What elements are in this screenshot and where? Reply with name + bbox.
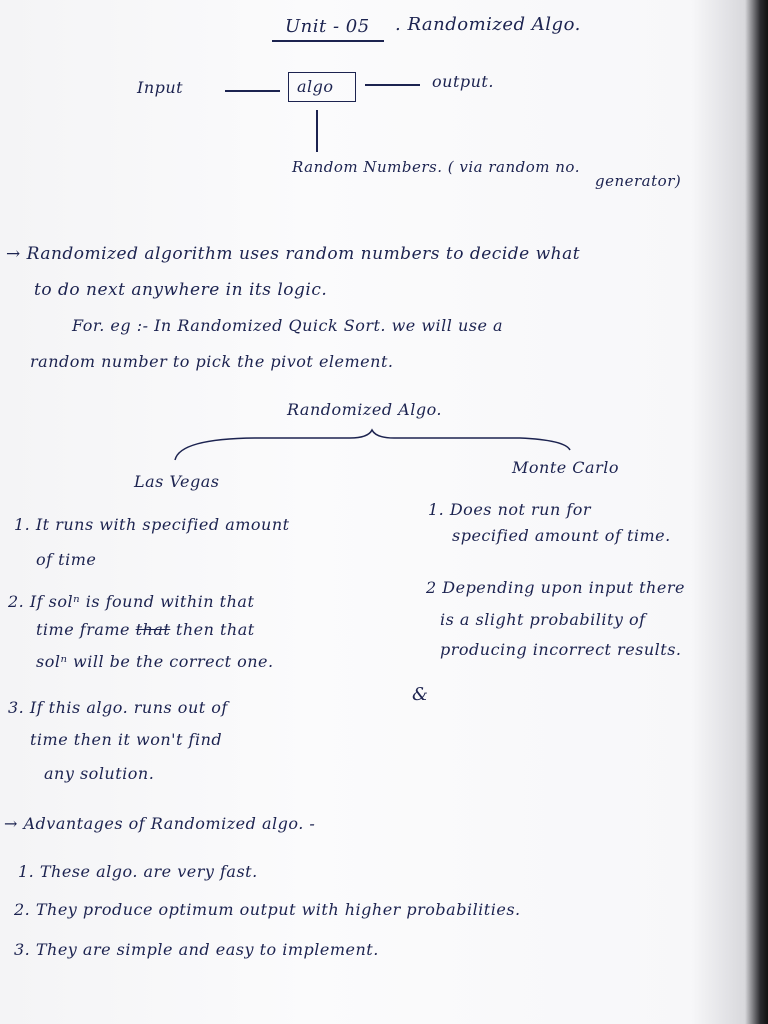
intro-line: For. eg :- In Randomized Quick Sort. we will use a: [72, 316, 504, 335]
text: time frame: [36, 620, 136, 639]
intro-line: → Randomized algorithm uses random numbers to decide what: [6, 244, 581, 264]
unit-number: Unit - 05: [285, 16, 370, 37]
list-item: 2 Depending upon input there: [426, 578, 685, 597]
monte-carlo-heading: Monte Carlo: [512, 458, 619, 477]
title-topic: . Randomized Algo.: [395, 14, 581, 35]
advantages-heading: → Advantages of Randomized algo. -: [4, 814, 316, 833]
generator-label: generator): [595, 172, 682, 190]
advantage-item: 3. They are simple and easy to implement.: [14, 940, 379, 959]
scribble-mark: &: [412, 684, 429, 705]
list-item: of time: [36, 550, 97, 569]
list-item: [36, 620, 255, 639]
random-numbers-label: Random Numbers. ( via random no.: [292, 158, 580, 176]
advantage-item: 2. They produce optimum output with higher probabilities.: [14, 900, 521, 919]
list-item: 1. Does not run for: [428, 500, 592, 519]
list-item: solⁿ will be the correct one.: [36, 652, 274, 671]
list-item: 1. It runs with specified amount: [14, 515, 290, 534]
list-item: any solution.: [44, 764, 155, 783]
tree-root: Randomized Algo.: [287, 400, 442, 419]
list-item: time then it won't find: [30, 730, 223, 749]
intro-line: to do next anywhere in its logic.: [34, 280, 328, 300]
algo-label: algo: [297, 77, 334, 96]
advantage-item: 1. These algo. are very fast.: [18, 862, 258, 881]
struck-text: that: [135, 620, 171, 639]
list-item: producing incorrect results.: [440, 640, 682, 659]
input-label: Input: [137, 78, 184, 97]
text: then that: [170, 620, 255, 639]
list-item: specified amount of time.: [452, 526, 671, 545]
list-item: 3. If this algo. runs out of: [8, 698, 228, 717]
intro-line: random number to pick the pivot element.: [30, 352, 394, 371]
list-item: is a slight probability of: [440, 610, 646, 629]
list-item: 2. If solⁿ is found within that: [8, 592, 255, 611]
las-vegas-heading: Las Vegas: [134, 472, 220, 491]
output-label: output.: [432, 72, 494, 91]
